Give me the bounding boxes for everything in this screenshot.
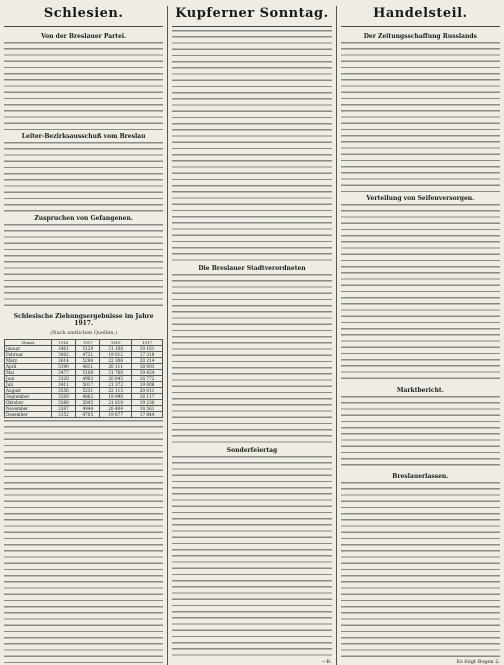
left-heading: Schlesien. (43, 6, 124, 21)
article-body (172, 274, 331, 444)
article-body (4, 42, 163, 130)
right-section-title: Der Zeitungsschaffung Russlands (363, 33, 477, 40)
table-cell: Januar (5, 346, 52, 352)
table-cell: März (5, 358, 52, 364)
table-cell: 20 011 (131, 388, 162, 394)
left-column (4, 6, 163, 665)
table-cell: 3461 (51, 346, 75, 352)
table-cell: 20 214 (131, 358, 162, 364)
article-body (4, 142, 163, 212)
table-cell: 18 772 (131, 376, 162, 382)
table-header-cell: 1917 (131, 340, 162, 346)
article-body (172, 456, 331, 657)
divider (172, 26, 331, 27)
footer-note: Es folgt Bogen 2. (456, 659, 500, 665)
table-cell: 20 404 (100, 406, 131, 412)
table-cell: September (5, 394, 52, 400)
table-cell: 19 006 (131, 382, 162, 388)
table-cell: 3388 (51, 400, 75, 406)
middle-section-title: Sonderfeiertag (226, 447, 278, 454)
divider (4, 26, 163, 27)
table-title: Schlesische Ziehungsergebnisse im Jahre 1917. (13, 313, 154, 327)
table-cell: 21 760 (100, 370, 131, 376)
table-cell: 3209 (51, 394, 75, 400)
right-section-title: Breslauerlassen. (392, 473, 449, 480)
table-cell: 4721 (76, 352, 100, 358)
table-cell: 21 372 (100, 382, 131, 388)
table-cell: 5231 (76, 388, 100, 394)
left-section-title: Zuspruchen von Gefangenen. (34, 215, 133, 222)
middle-heading: Kupferner Sonntag. (175, 6, 329, 21)
table-cell: 4983 (76, 376, 100, 382)
table-cell: 5108 (76, 370, 100, 376)
table-cell: 22 113 (100, 388, 131, 394)
table-cell: 3320 (51, 376, 75, 382)
left-section-title: Von der Breslauer Partei. (41, 33, 127, 40)
table-header-cell: Monat (5, 340, 52, 346)
table-cell: Mai (5, 370, 52, 376)
table-cell: 19 012 (100, 352, 131, 358)
article-body (341, 42, 500, 192)
table-cell: Oktober (5, 400, 52, 406)
table-cell: 5045 (76, 400, 100, 406)
table-cell: 17 844 (131, 412, 162, 418)
table-cell: 20 845 (100, 376, 131, 382)
article-body (341, 204, 500, 384)
table-cell: Juli (5, 382, 52, 388)
table-cell: 3190 (51, 364, 75, 370)
table-cell: 19 990 (100, 394, 131, 400)
table-cell: 21 168 (100, 346, 131, 352)
table-cell: 17 318 (131, 352, 162, 358)
table-cell: 19 877 (100, 412, 131, 418)
table-cell: 5017 (76, 382, 100, 388)
article-body (4, 420, 163, 665)
table-row (5, 412, 163, 418)
table-cell: November (5, 406, 52, 412)
table-cell: 4811 (76, 364, 100, 370)
table-cell: 18 003 (131, 364, 162, 370)
divider (341, 26, 500, 27)
article-body (4, 224, 163, 310)
stats-table (4, 339, 163, 418)
table-header-cell: 1917 (76, 340, 100, 346)
table-cell: 3152 (51, 412, 75, 418)
table-cell: 3477 (51, 370, 75, 376)
signature: —B. (321, 659, 332, 665)
table-cell: 20 111 (100, 364, 131, 370)
table-cell: 3411 (51, 382, 75, 388)
table-cell: April (5, 364, 52, 370)
right-column (336, 6, 500, 665)
table-cell: 19 424 (131, 370, 162, 376)
middle-section-title: Die Breslauer Stadtverordneten (198, 265, 306, 272)
table-cell: 4705 (76, 412, 100, 418)
article-body (172, 30, 331, 262)
table-cell: 21 010 (100, 400, 131, 406)
table-cell: 18 117 (131, 394, 162, 400)
table-cell: 4944 (76, 406, 100, 412)
table-cell: 18 561 (131, 406, 162, 412)
table-cell: 3556 (51, 388, 75, 394)
table-cell: 3267 (51, 406, 75, 412)
right-section-title: Verteilung von Seifenversorgen. (366, 195, 475, 202)
article-body (341, 396, 500, 470)
table-cell: 5129 (76, 346, 100, 352)
table-row (5, 394, 163, 400)
table-header-cell: 1916 (100, 340, 131, 346)
table-note: (Nach amtlichen Quellen.) (50, 330, 118, 336)
right-section-title: Marktbericht. (396, 387, 444, 394)
article-body (341, 482, 500, 657)
middle-column (167, 6, 331, 665)
table-cell: 22 306 (100, 358, 131, 364)
table-header-cell: 1916 (51, 340, 75, 346)
table-cell: 19 161 (131, 346, 162, 352)
table-cell: 3002 (51, 352, 75, 358)
left-section-title: Leiter-Bezirksausschuß vom Breslau (21, 133, 146, 140)
table-cell: August (5, 388, 52, 394)
table-cell: Juni (5, 376, 52, 382)
table-cell: 5284 (76, 358, 100, 364)
table-cell: 19 230 (131, 400, 162, 406)
right-heading: Handelsteil. (373, 6, 468, 21)
table-cell: 3614 (51, 358, 75, 364)
table-cell: 4862 (76, 394, 100, 400)
table-cell: Dezember (5, 412, 52, 418)
table-cell: Februar (5, 352, 52, 358)
